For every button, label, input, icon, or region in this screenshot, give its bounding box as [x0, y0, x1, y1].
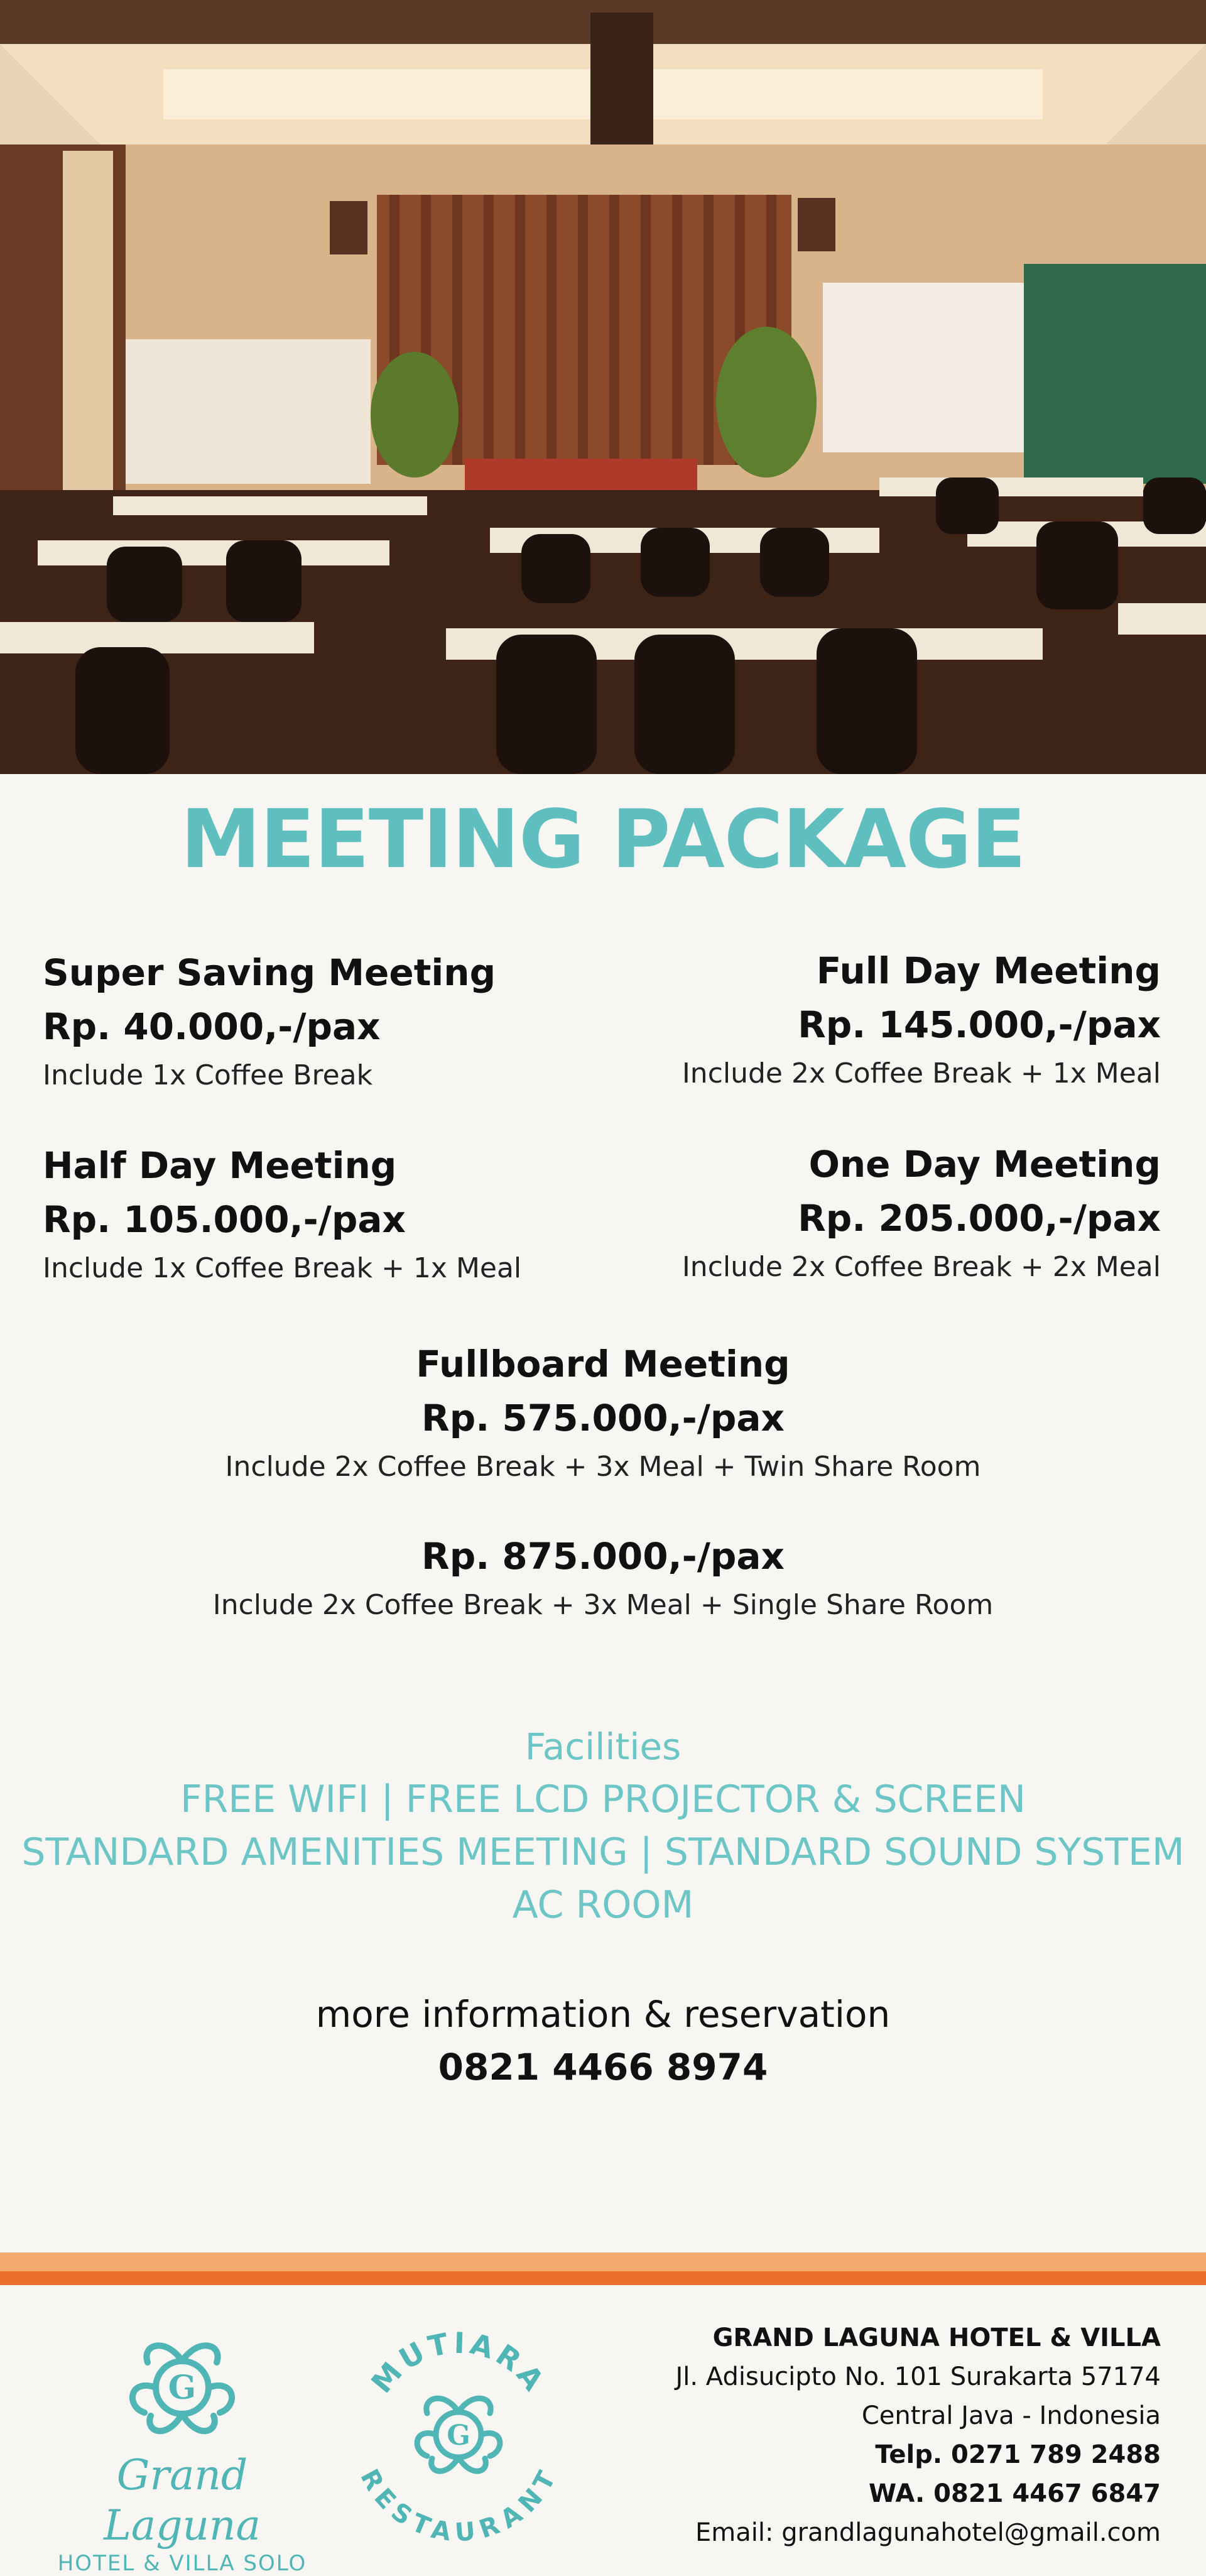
package-desc-twin: Include 2x Coffee Break + 3x Meal + Twin Share Room: [225, 1451, 981, 1483]
package-desc-single: Include 2x Coffee Break + 3x Meal + Single Share Room: [212, 1589, 994, 1621]
hotel-whatsapp[interactable]: WA. 0821 4467 6847: [869, 2479, 1161, 2508]
hotel-telephone[interactable]: Telp. 0271 789 2488: [875, 2440, 1161, 2469]
restaurant-top-text: MUTIARA: [364, 2328, 553, 2400]
package-price-twin: Rp. 575.000,-/pax: [421, 1397, 785, 1439]
package-super-saving: [43, 946, 496, 1098]
facilities-line-3: AC ROOM: [512, 1883, 694, 1927]
facilities-title: Facilities: [524, 1725, 682, 1768]
facilities: [0, 1720, 1206, 1931]
logo-sub-text: HOTEL & VILLA SOLO: [57, 2551, 307, 2576]
hotel-contact: [675, 2318, 1161, 2552]
meeting-room-illustration: [0, 0, 1206, 774]
package-half-day: [43, 1138, 521, 1291]
reservation-info: [0, 1993, 1206, 2088]
package-one-day: [682, 1137, 1161, 1289]
grand-laguna-logo: [38, 2325, 327, 2576]
meeting-room-photo: [0, 0, 1206, 774]
facilities-line-1: FREE WIFI | FREE LCD PROJECTOR & SCREEN: [180, 1777, 1026, 1821]
reservation-label: more information & reservation: [315, 1993, 891, 2036]
package-desc: Include 1x Coffee Break: [43, 1059, 373, 1091]
package-desc: Include 1x Coffee Break + 1x Meal: [43, 1252, 522, 1284]
package-full-day: [682, 944, 1161, 1096]
logo-brand-text: Grand Laguna: [104, 2451, 261, 2550]
svg-text:RESTAURANT: [354, 2465, 562, 2541]
mutiara-restaurant-logo: [352, 2328, 565, 2541]
mutiara-restaurant-emblem-icon: [352, 2328, 565, 2541]
package-desc: Include 2x Coffee Break + 1x Meal: [682, 1057, 1161, 1089]
package-name: Fullboard Meeting: [416, 1343, 790, 1385]
package-name: Super Saving Meeting: [43, 951, 496, 994]
svg-text:G: G: [447, 2420, 470, 2452]
page-title: MEETING PACKAGE: [180, 793, 1026, 887]
hotel-name: GRAND LAGUNA HOTEL & VILLA: [712, 2323, 1161, 2352]
package-desc: Include 2x Coffee Break + 2x Meal: [682, 1251, 1161, 1283]
package-name: Half Day Meeting: [43, 1144, 397, 1187]
hotel-email[interactable]: Email: grandlagunahotel@gmail.com: [695, 2518, 1161, 2547]
facilities-line-2: STANDARD AMENITIES MEETING | STANDARD SOUND SYSTEM: [21, 1830, 1185, 1874]
package-price-single: Rp. 875.000,-/pax: [421, 1535, 785, 1578]
package-price: Rp. 40.000,-/pax: [43, 1005, 381, 1048]
package-price: Rp. 105.000,-/pax: [43, 1198, 406, 1241]
footer-stripe-light: [0, 2252, 1206, 2271]
hotel-address-line-1: Jl. Adisucipto No. 101 Surakarta 57174: [675, 2362, 1161, 2391]
svg-text:G: G: [168, 2369, 197, 2407]
svg-text:MUTIARA: [364, 2328, 553, 2399]
package-price: Rp. 145.000,-/pax: [798, 1003, 1161, 1046]
reservation-phone[interactable]: 0821 4466 8974: [438, 2046, 768, 2088]
package-fullboard: [0, 1337, 1206, 1627]
restaurant-bottom-text: RESTAURANT: [354, 2464, 563, 2541]
hotel-address-line-2: Central Java - Indonesia: [861, 2401, 1161, 2430]
package-price: Rp. 205.000,-/pax: [798, 1197, 1161, 1240]
footer-stripe-orange: [0, 2271, 1206, 2285]
package-name: Full Day Meeting: [816, 949, 1161, 992]
package-name: One Day Meeting: [808, 1143, 1161, 1186]
grand-laguna-emblem-icon: [116, 2325, 248, 2450]
